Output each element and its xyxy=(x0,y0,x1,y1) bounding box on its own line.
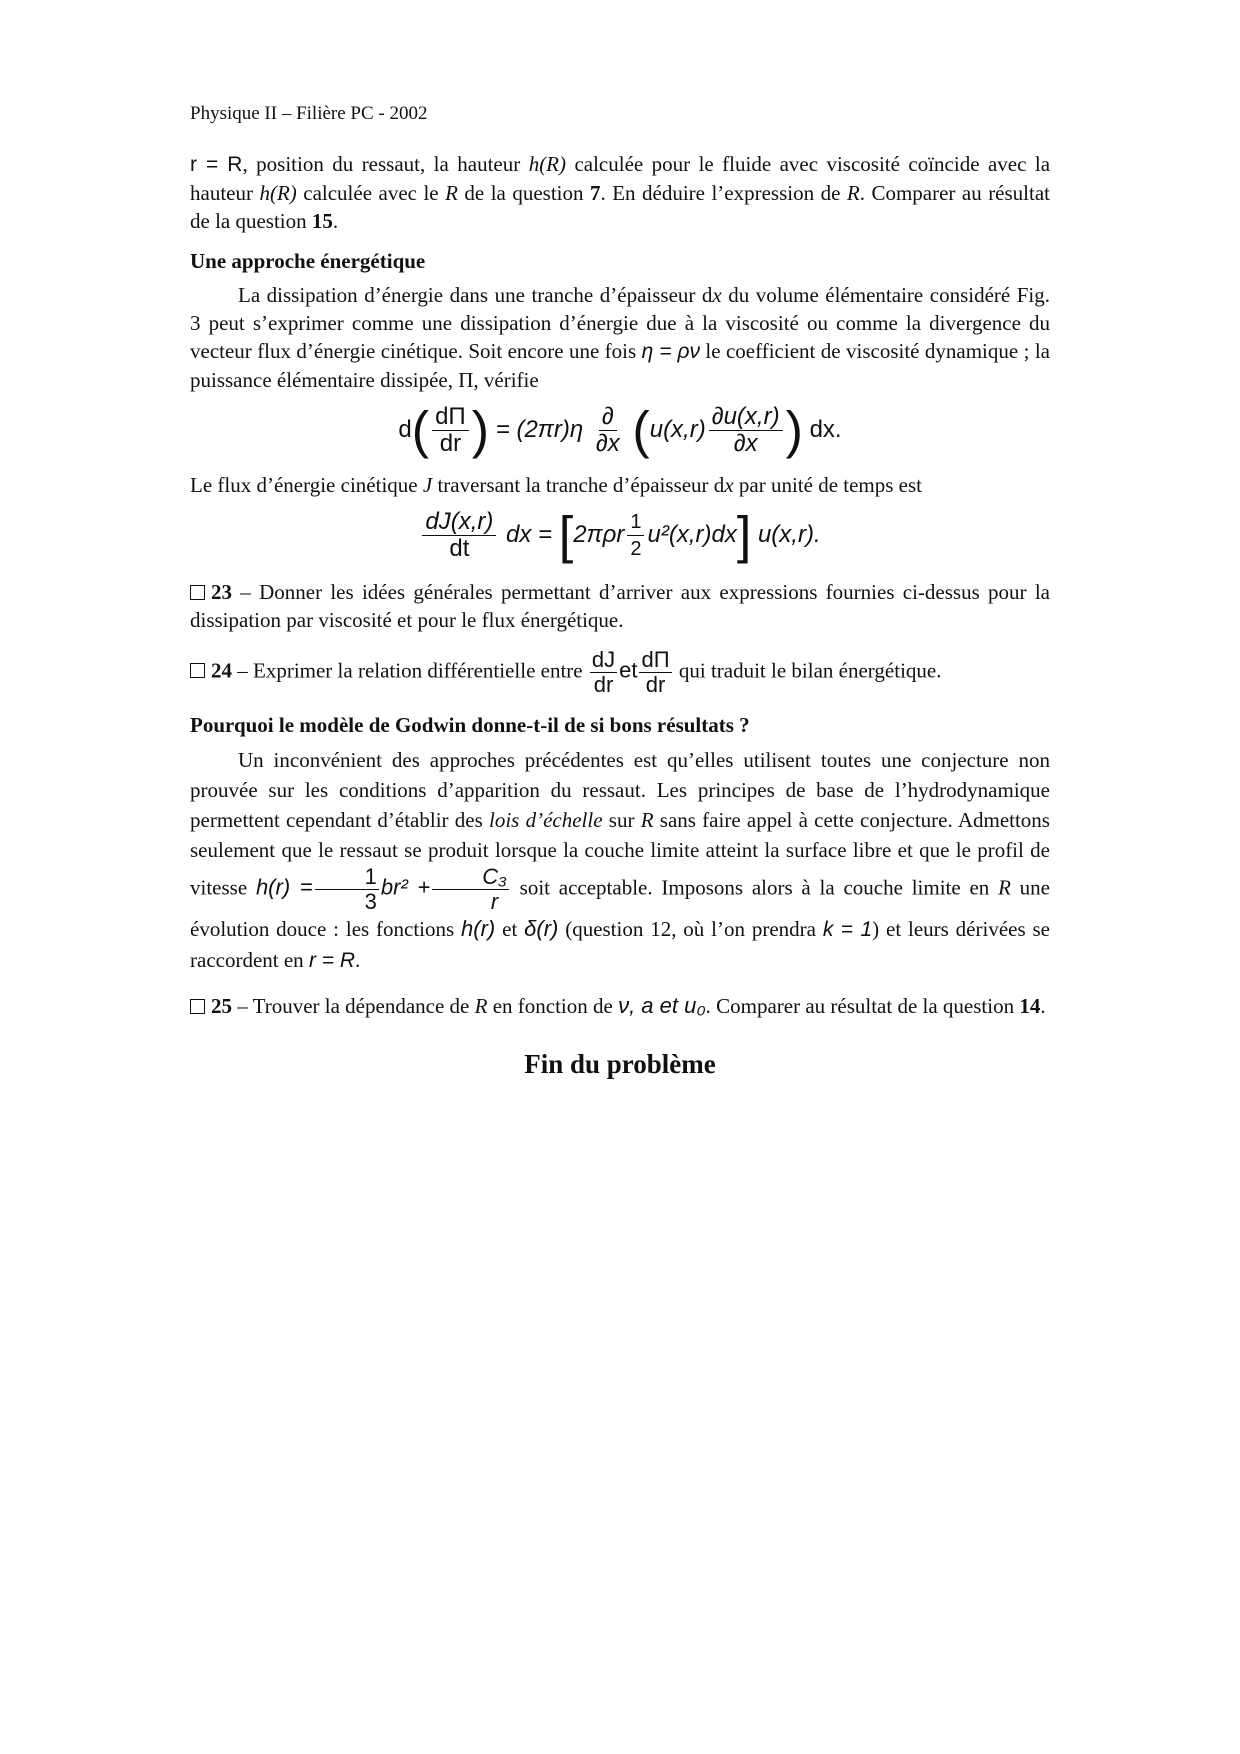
text: une évolution douce : les fonctions xyxy=(190,875,1050,941)
text: Un inconvénient des approches précédentes est qu’elles utilisent toutes une conjecture non prouvée sur les conditions d’apparition du ressaut. Les principes de base de l’hydrodynamique permettent cependant d’établir des xyxy=(190,748,1050,832)
fraction-third xyxy=(315,865,379,914)
question-number: 25 xyxy=(211,994,232,1018)
frac-num: dJ xyxy=(591,647,616,672)
eq-u: u(x,r) xyxy=(649,415,706,443)
question-23 xyxy=(190,578,1050,634)
math-R: R xyxy=(846,181,860,205)
fraction-du-dx xyxy=(709,404,783,457)
eq-in1: 2πρr xyxy=(573,520,625,548)
text: sur xyxy=(602,808,641,832)
checkbox-icon xyxy=(190,585,205,600)
text: le coefficient de viscosité dynamique ; la puissance élémentaire dissipée, Π, vérifie xyxy=(190,339,1050,392)
math-x: x xyxy=(724,473,734,497)
text: ) et leurs dérivées se raccordent en xyxy=(190,917,1050,972)
ref-q15: 15 xyxy=(311,209,333,233)
frac-num: C₃ xyxy=(432,865,509,890)
text: . xyxy=(332,209,339,233)
math-br2: br² + xyxy=(380,874,431,900)
eq-in2: u²(x,r)dx xyxy=(647,520,737,548)
text: sans faire appel à cette conjecture. Admettons seulement que le ressaut se produit lorsque la couche limite atteint la surface libre et que le profil de vitesse xyxy=(190,808,1050,900)
math-R: R xyxy=(640,808,654,832)
intro-paragraph xyxy=(190,150,1050,235)
fraction-half xyxy=(627,509,644,562)
text: soit acceptable. Imposons alors à la couche limite en xyxy=(510,875,999,900)
frac-num: dΠ xyxy=(641,647,670,672)
question-number: 24 xyxy=(211,658,232,683)
math-hR: h(R) xyxy=(528,152,567,176)
question-number: 23 xyxy=(211,580,232,604)
page-header: Physique II – Filière PC - 2002 xyxy=(190,103,428,124)
fraction-partial-x xyxy=(593,404,623,457)
equation-dissipation xyxy=(190,401,1050,460)
frac-den: 3 xyxy=(364,889,377,914)
bracket-close: ] xyxy=(736,506,752,565)
text-lois: lois d’échelle xyxy=(489,808,603,832)
question-25 xyxy=(190,992,1050,1020)
frac-num: ∂u(x,r) xyxy=(709,404,783,431)
text: . En déduire l’expression de xyxy=(600,181,847,205)
eq-tail: dx. xyxy=(809,415,842,443)
bracket-open: [ xyxy=(558,506,574,565)
frac-den: 2 xyxy=(630,538,642,560)
text: en fonction de xyxy=(487,994,619,1018)
equation-flux xyxy=(190,506,1050,565)
flux-paragraph xyxy=(190,471,1050,499)
end-title: Fin du problème xyxy=(524,1049,716,1079)
text: . xyxy=(355,948,361,972)
math-R: R xyxy=(445,181,458,205)
energy-paragraph xyxy=(190,281,1050,394)
frac-den: dr xyxy=(645,672,666,697)
math-R: R xyxy=(998,875,1011,900)
text: calculée pour le fluide avec viscosité coïncide avec la hauteur xyxy=(190,152,1051,205)
math-r-eq-R: r = R xyxy=(308,949,356,972)
text: calculée avec le xyxy=(296,181,446,205)
math-r-eq-R: r = R xyxy=(190,153,243,176)
text: (question 12, où l’on prendra xyxy=(558,917,823,941)
frac-num: 1 xyxy=(315,865,379,890)
frac-num: ∂ xyxy=(599,404,617,431)
text-et: et xyxy=(619,657,638,683)
text: – Donner les idées générales permettant d’arriver aux expressions fournies ci-dessus pour la dissipation par viscosité et pour le flux énergétique. xyxy=(190,580,1050,632)
paren-open: ( xyxy=(632,401,650,460)
paren-close: ) xyxy=(785,401,803,460)
math-hR: h(R) xyxy=(259,181,297,205)
checkbox-icon xyxy=(190,999,205,1014)
math-hr: h(r) xyxy=(461,916,496,941)
fraction-c3-r xyxy=(432,865,509,914)
text: , position du ressaut, la hauteur xyxy=(242,152,529,176)
text: de la question xyxy=(457,181,590,205)
frac-den: dr xyxy=(593,672,614,697)
frac-den: ∂x xyxy=(595,430,620,457)
math-R: R xyxy=(474,994,488,1018)
fraction-dpi-dr xyxy=(432,404,469,457)
frac-num: dJ(x,r) xyxy=(422,509,496,536)
frac-num: 1 xyxy=(627,509,644,536)
math-h-lhs: h(r) = xyxy=(255,874,313,900)
frac-den: dt xyxy=(449,535,470,562)
frac-den: ∂x xyxy=(733,430,758,457)
math-J: J xyxy=(422,473,433,497)
text: La dissipation d’énergie dans une tranche d’épaisseur d xyxy=(238,283,713,307)
frac-den: r xyxy=(490,889,499,914)
eq-d: d xyxy=(398,415,412,443)
godwin-paragraph xyxy=(190,745,1050,976)
paren-close: ) xyxy=(471,401,490,460)
question-24 xyxy=(190,648,1050,697)
eq-mid: dx = xyxy=(506,520,553,548)
frac-num: dΠ xyxy=(432,404,469,431)
math-x: x xyxy=(712,283,722,307)
math-k1: k = 1 xyxy=(822,918,873,941)
section-title-godwin: Pourquoi le modèle de Godwin donne-t-il de si bons résultats ? xyxy=(190,713,750,737)
section-title-energy: Une approche énergétique xyxy=(190,249,426,273)
fraction-dpi-dr-small xyxy=(639,648,671,697)
ref-q14: 14 xyxy=(1019,994,1041,1018)
text: par unité de temps est xyxy=(733,473,923,497)
eq-rhs: = (2πr)η xyxy=(495,415,584,443)
fraction-dJ-dt xyxy=(422,509,496,562)
text: – Trouver la dépendance de xyxy=(232,994,475,1018)
ref-q7: 7 xyxy=(589,181,601,205)
checkbox-icon xyxy=(190,663,205,678)
frac-den: dr xyxy=(439,430,462,457)
eq-tail: u(x,r). xyxy=(757,520,821,548)
text: du volume élémentaire considéré Fig. 3 peut s’exprimer comme une dissipation d’énergie due à la viscosité ou comme la divergence du vecteur flux d’énergie cinétique. Soit encore une fois xyxy=(190,283,1050,363)
math-vars: ν, a et u₀ xyxy=(618,993,706,1018)
text-et: et xyxy=(502,917,518,941)
page xyxy=(190,100,1050,1078)
text: – Exprimer la relation différentielle entre xyxy=(232,658,588,683)
math-eta: η = ρν xyxy=(641,340,701,363)
text: . Comparer au résultat de la question xyxy=(190,181,1051,233)
text: qui traduit le bilan énergétique. xyxy=(673,658,942,683)
text: Le flux d’énergie cinétique xyxy=(190,473,423,497)
fraction-dJ-dr xyxy=(590,648,617,697)
math-delta-r: δ(r) xyxy=(524,916,559,941)
text: . xyxy=(1040,994,1046,1018)
text: . Comparer au résultat de la question xyxy=(705,994,1020,1018)
text: traversant la tranche d’épaisseur d xyxy=(432,473,725,497)
paren-open: ( xyxy=(411,401,430,460)
